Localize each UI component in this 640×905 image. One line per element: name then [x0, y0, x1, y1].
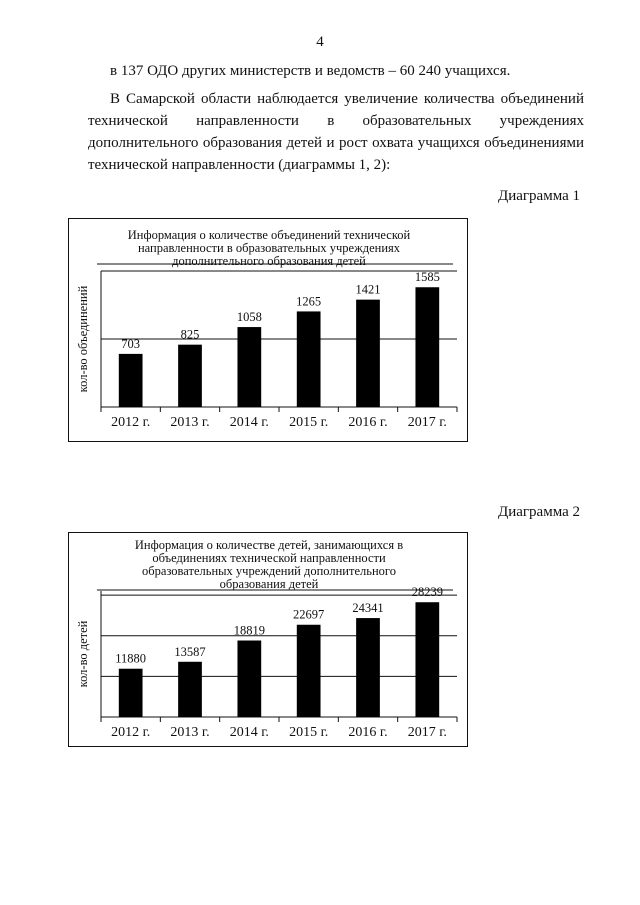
- chart-1-bar: [415, 287, 439, 407]
- chart-1-category-label: 2017 г.: [407, 415, 447, 430]
- chart-2-value-label: 28239: [411, 585, 443, 600]
- paragraph-2: В Самарской области наблюдается увеличение количества объединений технической направленности в образовательных учреждениях дополнительного образования детей и рост охвата учащихся объединениями технической направленности (диаграммы 1, 2):: [88, 91, 584, 173]
- chart-2: [69, 533, 467, 746]
- chart-1-bar: [119, 354, 143, 407]
- chart-2-value-label: 22697: [293, 607, 325, 622]
- chart-2-value-label: 24341: [352, 601, 384, 616]
- chart-2-bar: [356, 618, 380, 717]
- chart-1-value-label: 1585: [414, 270, 440, 285]
- chart-1-value-label: 1421: [355, 282, 381, 297]
- chart-1-title-line: направленности в образовательных учреждениях: [137, 241, 401, 255]
- chart-2-title-line: образовательных учреждений дополнительного: [142, 564, 396, 578]
- diagram-1-label: Диаграмма 1: [497, 188, 580, 204]
- chart-2-bar: [119, 669, 143, 717]
- chart-2-bar: [178, 662, 202, 717]
- chart-1-category-label: 2012 г.: [111, 415, 151, 430]
- chart-1-value-label: 703: [121, 336, 141, 351]
- chart-2-value-label: 11880: [115, 651, 147, 666]
- chart-1-category-label: 2015 г.: [289, 415, 329, 430]
- chart-1-bar: [297, 311, 321, 407]
- chart-2-category-label: 2015 г.: [289, 725, 329, 740]
- chart-1-category-label: 2016 г.: [348, 415, 388, 430]
- chart-1-frame: [68, 218, 468, 442]
- chart-2-value-label: 13587: [174, 644, 206, 659]
- diagram-2-label: Диаграмма 2: [497, 504, 580, 520]
- chart-1-title-line: дополнительного образования детей: [172, 254, 366, 268]
- chart-2-bar: [297, 625, 321, 717]
- chart-2-value-label: 18819: [233, 623, 265, 638]
- chart-1-title-line: Информация о количестве объединений технической: [127, 228, 411, 242]
- chart-2-category-label: 2014 г.: [229, 725, 269, 740]
- page-number: 4: [316, 34, 324, 50]
- chart-2-category-label: 2013 г.: [170, 725, 210, 740]
- chart-2-title-line: образования детей: [219, 577, 319, 591]
- chart-2-category-label: 2012 г.: [111, 725, 151, 740]
- chart-2-category-label: 2016 г.: [348, 725, 388, 740]
- chart-2-bar: [415, 602, 439, 717]
- chart-1: [69, 219, 467, 441]
- chart-2-title-line: объединениях технической направленности: [152, 551, 386, 565]
- chart-1-category-label: 2014 г.: [229, 415, 269, 430]
- chart-1-value-label: 1265: [296, 294, 322, 309]
- chart-1-value-label: 825: [180, 327, 200, 342]
- chart-1-category-label: 2013 г.: [170, 415, 210, 430]
- chart-1-y-axis-label: кол-во объединений: [76, 285, 90, 393]
- chart-1-bar: [237, 327, 261, 407]
- chart-2-category-label: 2017 г.: [407, 725, 447, 740]
- chart-1-value-label: 1058: [236, 310, 262, 325]
- chart-2-title-line: Информация о количестве детей, занимающихся в: [134, 538, 404, 552]
- chart-2-y-axis-label: кол-во детей: [76, 620, 90, 688]
- text-line-1: в 137 ОДО других министерств и ведомств – 60 240 учащихся.: [110, 63, 511, 79]
- chart-2-frame: [68, 532, 468, 747]
- chart-1-bar: [356, 300, 380, 407]
- chart-1-bar: [178, 345, 202, 407]
- chart-2-bar: [237, 641, 261, 717]
